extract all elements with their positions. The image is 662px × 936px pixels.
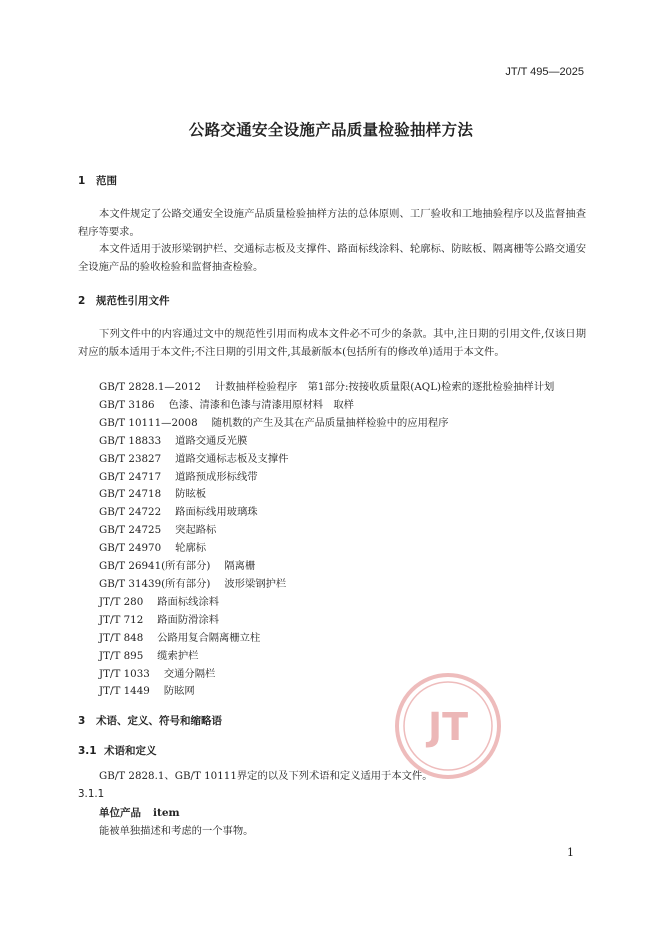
reference-name: 轮廓标 [175, 542, 207, 555]
reference-name: 波形梁钢护栏 [224, 577, 287, 590]
reference-item [99, 648, 554, 666]
page-number: 1 [567, 846, 574, 859]
reference-code: GB/T 24717 [99, 470, 162, 483]
reference-code: GB/T 31439(所有部分) [99, 577, 211, 590]
section-title: 术语、定义、符号和缩略语 [96, 715, 222, 727]
reference-item [99, 469, 554, 487]
document-title: 公路交通安全设施产品质量检验抽样方法 [188, 121, 474, 139]
reference-item [99, 486, 554, 504]
reference-code: GB/T 10111—2008 [99, 416, 198, 429]
reference-name: 防眩板 [175, 488, 207, 501]
scope-paragraph-1: 本文件规定了公路交通安全设施产品质量检验抽样方法的总体原则、工厂验收和工地抽验程序以及监督抽查程序等要求。 [78, 208, 586, 238]
reference-name: 交通分隔栏 [163, 667, 216, 680]
reference-code: JT/T 280 [99, 595, 144, 608]
reference-code: JT/T 895 [99, 649, 144, 662]
reference-item [99, 630, 554, 648]
reference-name: 路面标线用玻璃珠 [175, 506, 258, 519]
reference-name: 路面防滑涂料 [157, 613, 220, 626]
scope-paragraph-2: 本文件适用于波形梁钢护栏、交通标志板及支撑件、路面标线涂料、轮廓标、防眩板、隔离栅等公路交通安全设施产品的验收检验和监督抽查检验。 [78, 243, 586, 273]
reference-item [99, 522, 554, 540]
reference-item [99, 415, 554, 433]
reference-name: 突起路标 [175, 524, 217, 537]
reference-code: GB/T 23827 [99, 452, 162, 465]
reference-code: GB/T 3186 [99, 398, 155, 411]
subsection-heading [78, 743, 157, 758]
reference-item [99, 451, 554, 469]
reference-item [99, 558, 554, 576]
reference-name: 缆索护栏 [157, 649, 199, 662]
reference-code: JT/T 1033 [99, 667, 150, 680]
section-heading-normative [78, 293, 170, 308]
reference-code: GB/T 24718 [99, 488, 162, 501]
term-zh: 单位产品 [99, 807, 141, 819]
reference-name: 道路交通标志板及支撑件 [175, 452, 289, 465]
normative-intro: 下列文件中的内容通过文中的规范性引用而构成本文件必不可少的条款。其中,注日期的引用文件,仅该日期对应的版本适用于本文件;不注日期的引用文件,其最新版本(包括所有的修改单)适用于本文件。 [78, 328, 586, 358]
reference-code: JT/T 848 [99, 631, 144, 644]
reference-name: 计数抽样检验程序 第1部分:按接收质量限(AQL)检索的逐批检验抽样计划 [214, 381, 555, 393]
reference-code: GB/T 2828.1—2012 [99, 381, 201, 393]
reference-code: JT/T 1449 [99, 685, 150, 698]
reference-item [99, 397, 554, 415]
reference-name: 公路用复合隔离栅立柱 [157, 631, 261, 644]
watermark-text: JT [427, 705, 469, 749]
reference-name: 色漆、清漆和色漆与清漆用原材料 取样 [168, 398, 354, 411]
section-heading-scope [78, 173, 117, 188]
reference-code: GB/T 24722 [99, 506, 162, 519]
section-title: 规范性引用文件 [96, 295, 170, 307]
term-number: 3.1.1 [78, 788, 105, 800]
reference-code: JT/T 712 [99, 613, 144, 626]
reference-name: 隔离栅 [224, 560, 256, 573]
subsection-title: 术语和定义 [104, 745, 157, 757]
reference-item [99, 379, 554, 397]
reference-name: 道路预成形标线带 [175, 470, 258, 483]
jt-watermark-logo [394, 672, 502, 780]
reference-item [99, 612, 554, 630]
reference-code: GB/T 24725 [99, 524, 162, 537]
reference-list [99, 379, 554, 701]
term-heading [99, 805, 180, 820]
reference-name: 随机数的产生及其在产品质量抽样检验中的应用程序 [211, 416, 449, 429]
term-en: item [153, 807, 180, 819]
section-number: 3 [78, 715, 86, 727]
reference-code: GB/T 18833 [99, 434, 162, 447]
reference-name: 道路交通反光膜 [175, 434, 248, 447]
reference-item [99, 540, 554, 558]
section-number: 2 [78, 295, 86, 307]
reference-name: 路面标线涂料 [157, 595, 220, 608]
section-number: 1 [78, 175, 86, 187]
section-title: 范围 [96, 175, 117, 187]
reference-code: GB/T 24970 [99, 542, 162, 555]
term-definition: 能被单独描述和考虑的一个事物。 [99, 825, 254, 837]
standard-code: JT/T 495—2025 [505, 66, 584, 78]
terms-intro: GB/T 2828.1、GB/T 10111界定的以及下列术语和定义适用于本文件。 [99, 770, 433, 782]
section-heading-terms [78, 713, 222, 728]
reference-item [99, 504, 554, 522]
reference-code: GB/T 26941(所有部分) [99, 560, 211, 573]
reference-item [99, 433, 554, 451]
subsection-number: 3.1 [78, 745, 97, 757]
reference-name: 防眩网 [163, 685, 195, 698]
reference-item [99, 594, 554, 612]
reference-item [99, 576, 554, 594]
